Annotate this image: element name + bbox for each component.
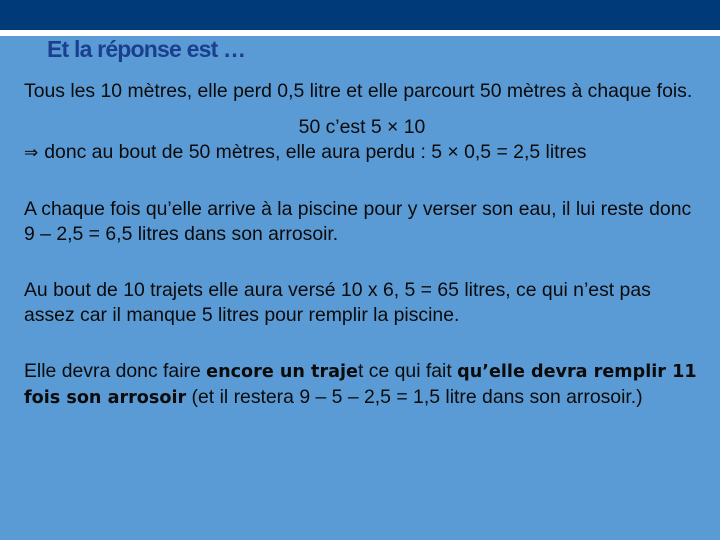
paragraph-6-bold-b: qu’elle devra remplir 11 fois son arrosoir [24,362,697,408]
slide-title: Et la réponse est … [47,36,246,62]
paragraph-5: Au bout de 10 trajets elle aura versé 10 x 6, 5 = 65 litres, ce qui n’est pas assez car il manque 5 litres pour remplir la piscine. [24,279,651,326]
paragraph-6-part-a: Elle devra donc faire [24,360,207,382]
top-bar [0,0,720,30]
paragraph-6-part-c: t ce qui fait [357,360,458,382]
paragraph-2: 50 c’est 5 × 10 [298,116,426,138]
implies-arrow-icon: ⇒ [24,143,39,163]
paragraph-1: Tous les 10 mètres, elle perd 0,5 litre et elle parcourt 50 mètres à chaque fois. [24,80,693,102]
paragraph-6-part-e: (et il restera 9 – 5 – 2,5 = 1,5 litre dans son arrosoir.) [186,386,643,408]
paragraph-4: A chaque fois qu’elle arrive à la piscine pour y verser son eau, il lui reste donc 9 – 2,5 = 6,5 litres dans son arrosoir. [24,198,692,245]
paragraph-3 [24,140,700,166]
paragraph-3-text: donc au bout de 50 mètres, elle aura perdu : 5 × 0,5 = 2,5 litres [44,141,587,163]
paragraph-6 [24,359,700,411]
slide-content [24,79,700,411]
paragraph-6-bold-a: encore un traje [206,362,358,382]
